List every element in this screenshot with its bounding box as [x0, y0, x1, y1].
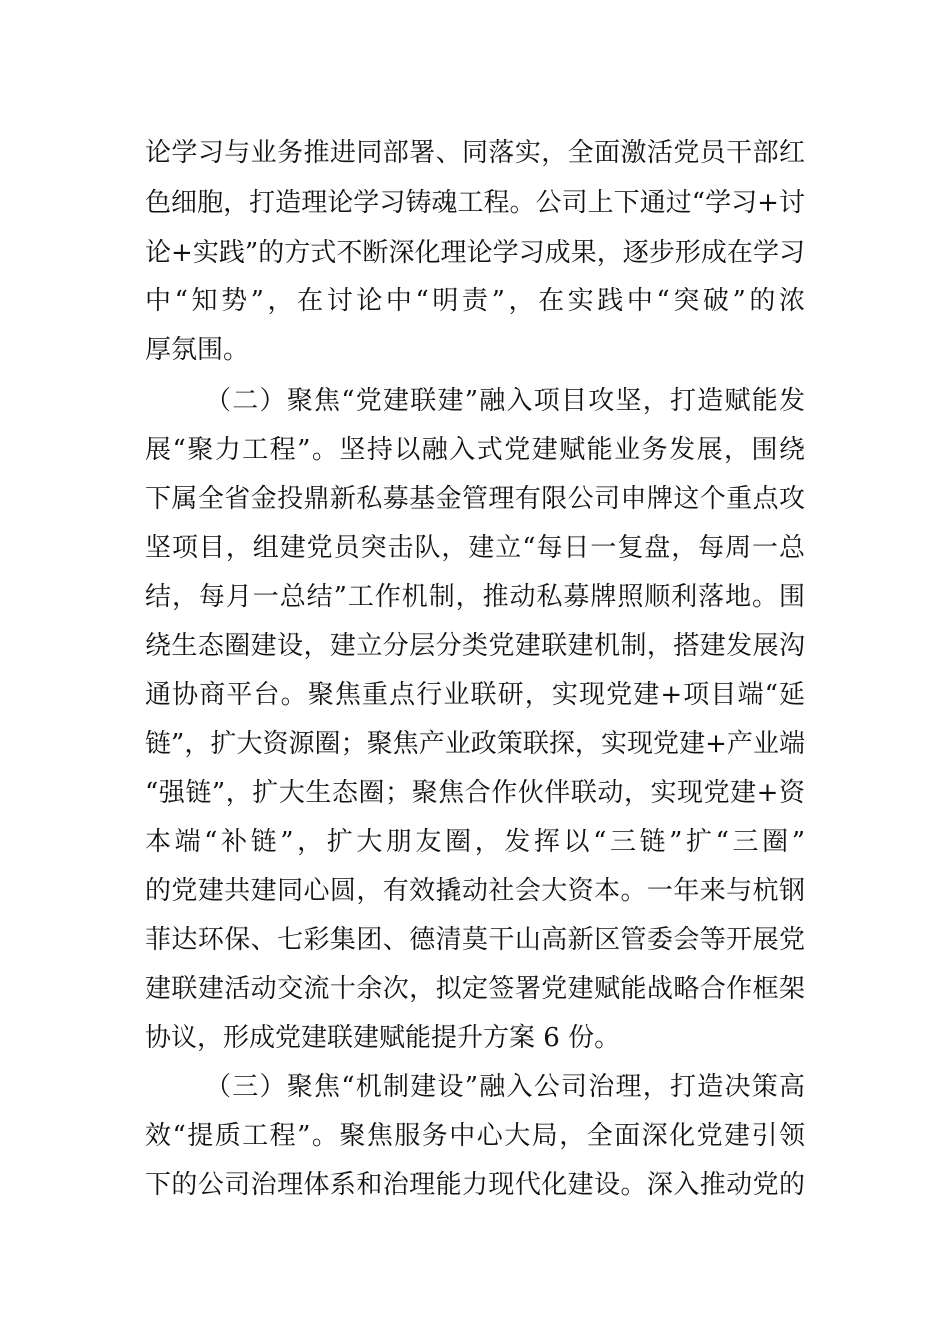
text-line: 效“提质工程”。聚焦服务中心大局，全面深化党建引领 [145, 1121, 805, 1151]
text-line: 建联建活动交流十余次，拟定签署党建赋能战略合作框架 [145, 974, 805, 1004]
text-line: 的党建共建同心圆，有效撬动社会大资本。一年来与杭钢 [145, 876, 805, 906]
text-line: 论+实践”的方式不断深化理论学习成果，逐步形成在学习 [145, 238, 805, 268]
text-line: 论学习与业务推进同部署、同落实，全面激活党员干部红 [145, 138, 805, 168]
text-line: 绕生态圈建设，建立分层分类党建联建机制，搭建发展沟 [145, 631, 805, 661]
text-line: 坚项目，组建党员突击队，建立“每日一复盘，每周一总 [145, 533, 805, 563]
text-line: 通协商平台。聚焦重点行业联研，实现党建+项目端“延 [145, 680, 805, 710]
section-heading-line: （三）聚焦“机制建设”融入公司治理，打造决策高 [205, 1072, 805, 1102]
text-line: 下属全省金投鼎新私募基金管理有限公司申牌这个重点攻 [145, 484, 805, 514]
text-line: 色细胞，打造理论学习铸魂工程。公司上下通过“学习+讨 [145, 188, 805, 218]
text-line: 中“知势”，在讨论中“明责”，在实践中“突破”的浓 [145, 286, 805, 316]
text-line: 链”，扩大资源圈；聚焦产业政策联探，实现党建+产业端 [145, 729, 805, 759]
text-line: 菲达环保、七彩集团、德清莫干山高新区管委会等开展党 [145, 925, 805, 955]
text-line: 下的公司治理体系和治理能力现代化建设。深入推动党的 [145, 1170, 805, 1200]
text-line: 展“聚力工程”。坚持以融入式党建赋能业务发展，围绕 [145, 435, 805, 465]
text-line: 本端“补链”，扩大朋友圈，发挥以“三链”扩“三圈” [145, 827, 805, 857]
section-heading-line: （二）聚焦“党建联建”融入项目攻坚，打造赋能发 [205, 386, 805, 416]
text-line: 厚氛围。 [145, 335, 250, 365]
text-line: 协议，形成党建联建赋能提升方案 6 份。 [145, 1023, 621, 1053]
text-line: 结，每月一总结”工作机制，推动私募牌照顺利落地。围 [145, 582, 805, 612]
text-line: “强链”，扩大生态圈；聚焦合作伙伴联动，实现党建+资 [145, 778, 805, 808]
